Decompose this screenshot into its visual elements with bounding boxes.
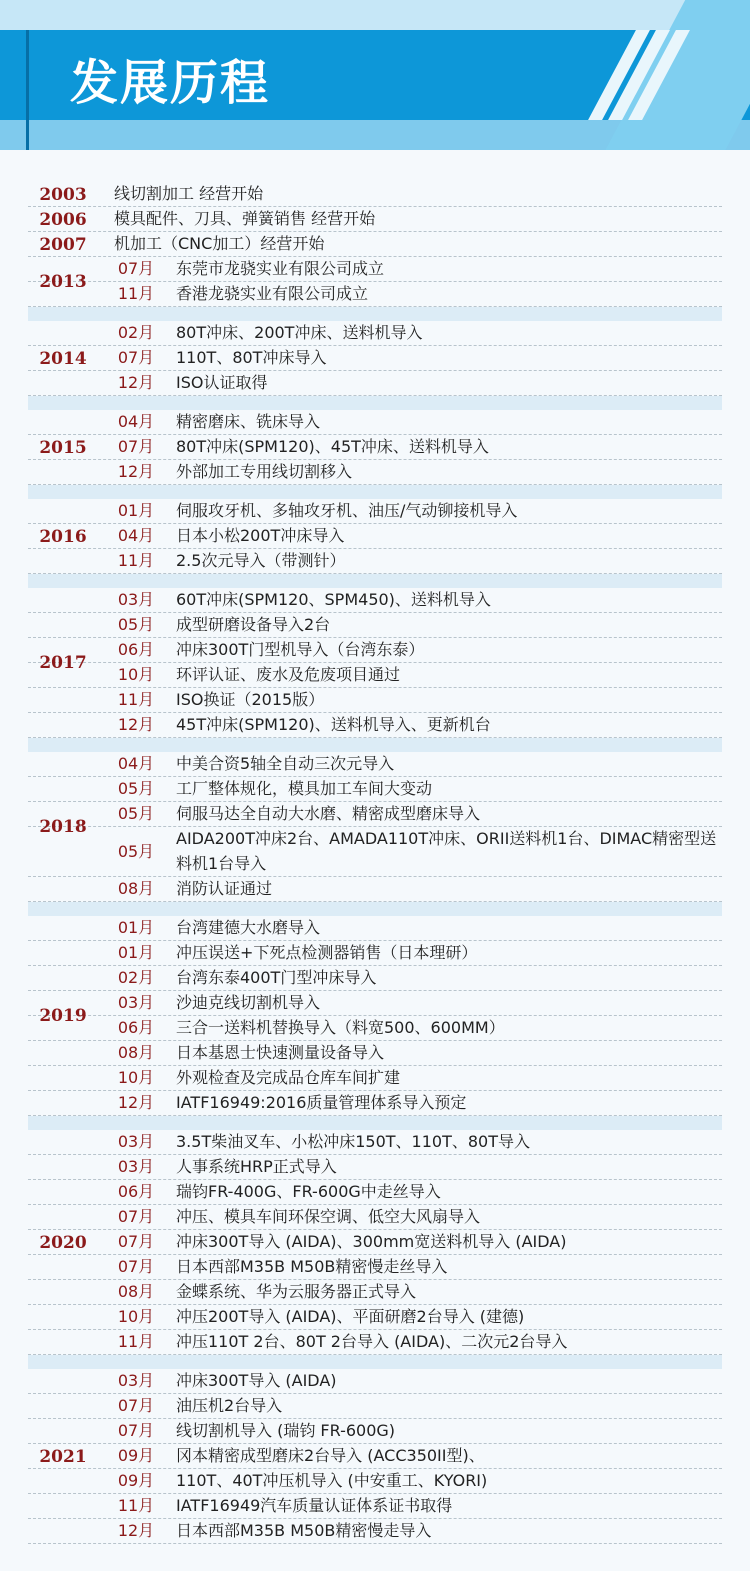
- entry-month: 10月: [117, 1307, 155, 1326]
- timeline-entry: [28, 613, 722, 638]
- entry-month: 05月: [117, 779, 155, 798]
- timeline-year-group: [28, 182, 722, 207]
- entry-month: 09月: [117, 1471, 155, 1490]
- entry-month: 01月: [117, 943, 155, 962]
- entry-month: 05月: [117, 615, 155, 634]
- timeline-entry: [28, 549, 722, 574]
- timeline-entry: [28, 877, 722, 902]
- timeline-entry: [28, 460, 722, 485]
- section-separator: [28, 902, 722, 916]
- entry-month: 03月: [117, 590, 155, 609]
- entry-month: 12月: [117, 462, 155, 481]
- entry-text: 香港龙骁实业有限公司成立: [176, 284, 369, 303]
- timeline-entry: [28, 1444, 722, 1469]
- timeline-year-group: [28, 321, 722, 396]
- section-separator: [28, 574, 722, 588]
- entry-text: IATF16949汽车质量认证体系证书取得: [176, 1496, 453, 1515]
- entry-month: 07月: [117, 437, 155, 456]
- entry-text: 外部加工专用线切割移入: [176, 462, 353, 481]
- timeline-entry: [28, 638, 722, 663]
- entry-month: 12月: [117, 1521, 155, 1540]
- section-separator: [28, 396, 722, 410]
- timeline-entry: [28, 1419, 722, 1444]
- section-separator: [28, 738, 722, 752]
- entry-text: 45T冲床(SPM120)、送料机导入、更新机台: [176, 715, 491, 734]
- timeline-entry: [28, 1155, 722, 1180]
- entry-month: 02月: [117, 968, 155, 987]
- year-label: 2007: [39, 234, 87, 255]
- timeline-entry: [28, 1091, 722, 1116]
- year-label: 2015: [39, 437, 87, 458]
- entry-text: 模具配件、刀具、弹簧销售 经营开始: [114, 209, 376, 228]
- timeline-year-group: [28, 588, 722, 738]
- timeline-entry: [28, 1016, 722, 1041]
- entry-text: 东莞市龙骁实业有限公司成立: [176, 259, 385, 278]
- entry-month: 07月: [117, 1232, 155, 1251]
- timeline: [28, 182, 722, 1544]
- timeline-entry: [28, 752, 722, 777]
- header-top-strip: [0, 0, 750, 30]
- timeline-entry: [28, 346, 722, 371]
- entry-text: 冲压200T导入 (AIDA)、平面研磨2台导入 (建德): [176, 1307, 525, 1326]
- entry-text: 消防认证通过: [176, 879, 273, 898]
- section-separator: [28, 1355, 722, 1369]
- entry-text: 台湾东泰400T门型冲床导入: [176, 968, 377, 987]
- entry-text: AIDA200T冲床2台、AMADA110T冲床、ORII送料机1台、DIMAC精密型送料机1台导入: [176, 829, 717, 873]
- timeline-entry: [28, 1205, 722, 1230]
- entry-text: 110T、40T冲压机导入 (中安重工、KYORI): [176, 1471, 488, 1490]
- timeline-entry: [28, 1066, 722, 1091]
- year-label: 2013: [39, 272, 87, 292]
- entry-text: 110T、80T冲床导入: [176, 348, 327, 367]
- timeline-entry: [28, 1394, 722, 1419]
- timeline-entry: [28, 1280, 722, 1305]
- timeline-entry: [28, 1255, 722, 1280]
- entry-text: 金蝶系统、华为云服务器正式导入: [176, 1282, 417, 1301]
- entry-text: IATF16949:2016质量管理体系导入预定: [176, 1093, 467, 1112]
- timeline-year-group: [28, 1130, 722, 1355]
- timeline-entry: [28, 410, 722, 435]
- entry-month: 07月: [117, 1421, 155, 1440]
- entry-month: 01月: [117, 501, 155, 520]
- timeline-year-group: [28, 257, 722, 307]
- timeline-entry: [28, 991, 722, 1016]
- entry-text: 外观检查及完成品仓库车间扩建: [176, 1068, 401, 1087]
- entry-text: 2.5次元导入（带测针）: [176, 551, 346, 570]
- section-separator: [28, 485, 722, 499]
- timeline-entry: [28, 802, 722, 827]
- timeline-year-group: [28, 207, 722, 232]
- timeline-year-group: [28, 916, 722, 1116]
- timeline-year-group: [28, 499, 722, 574]
- timeline-entry: [28, 688, 722, 713]
- timeline-entry: [28, 182, 722, 207]
- timeline-entry: [28, 966, 722, 991]
- timeline-entry: [28, 1230, 722, 1255]
- timeline-entry: [28, 588, 722, 613]
- entry-month: 03月: [117, 993, 155, 1012]
- entry-text: 台湾建德大水磨导入: [176, 918, 321, 937]
- entry-month: 05月: [117, 842, 155, 861]
- entry-text: ISO认证取得: [176, 373, 268, 392]
- entry-month: 01月: [117, 918, 155, 937]
- entry-month: 07月: [117, 348, 155, 367]
- entry-month: 02月: [117, 323, 155, 342]
- timeline-entry: [28, 827, 722, 877]
- entry-text: 日本基恩士快速测量设备导入: [176, 1043, 385, 1062]
- timeline-entry: [28, 1369, 722, 1394]
- entry-month: 07月: [117, 1257, 155, 1276]
- entry-month: 08月: [117, 1043, 155, 1062]
- timeline-entry: [28, 1469, 722, 1494]
- timeline-entry: [28, 321, 722, 346]
- entry-month: 07月: [117, 1207, 155, 1226]
- timeline-year-group: [28, 410, 722, 485]
- entry-text: 人事系统HRP正式导入: [176, 1157, 337, 1176]
- entry-text: 三合一送料机替换导入（料宽500、600MM）: [176, 1018, 505, 1037]
- timeline-entry: [28, 916, 722, 941]
- timeline-year-group: [28, 232, 722, 257]
- year-label: 2021: [39, 1446, 87, 1467]
- year-label: 2018: [39, 817, 87, 837]
- year-label: 2019: [39, 1006, 87, 1026]
- entry-month: 10月: [117, 1068, 155, 1087]
- entry-text: 油压机2台导入: [176, 1396, 283, 1415]
- entry-month: 12月: [117, 373, 155, 392]
- timeline-entry: [28, 232, 722, 257]
- entry-text: 中美合资5轴全自动三次元导入: [176, 754, 395, 773]
- entry-month: 11月: [117, 690, 155, 709]
- timeline-entry: [28, 1494, 722, 1519]
- entry-month: 11月: [117, 551, 155, 570]
- entry-month: 05月: [117, 804, 155, 823]
- entry-month: 07月: [117, 259, 155, 278]
- entry-text: 成型研磨设备导入2台: [176, 615, 331, 634]
- entry-month: 04月: [117, 754, 155, 773]
- timeline-entry: [28, 499, 722, 524]
- entry-text: 日本西部M35B M50B精密慢走丝导入: [176, 1257, 448, 1276]
- timeline-entry: [28, 282, 722, 307]
- entry-month: 11月: [117, 284, 155, 303]
- entry-month: 06月: [117, 640, 155, 659]
- timeline-entry: [28, 371, 722, 396]
- timeline-entry: [28, 207, 722, 232]
- entry-text: 日本小松200T冲床导入: [176, 526, 345, 545]
- timeline-year-group: [28, 1369, 722, 1544]
- timeline-entry: [28, 257, 722, 282]
- timeline-year-group: [28, 752, 722, 902]
- entry-text: 冲床300T导入 (AIDA)、300mm宽送料机导入 (AIDA): [176, 1232, 567, 1251]
- header-left-edge: [26, 30, 29, 150]
- timeline-entry: [28, 524, 722, 549]
- entry-text: 冲压、模具车间环保空调、低空大风扇导入: [176, 1207, 481, 1226]
- header-banner: [0, 0, 750, 150]
- section-separator: [28, 307, 722, 321]
- timeline-entry: [28, 663, 722, 688]
- entry-month: 08月: [117, 1282, 155, 1301]
- entry-month: 06月: [117, 1018, 155, 1037]
- entry-text: 伺服攻牙机、多轴攻牙机、油压/气动铆接机导入: [176, 501, 518, 520]
- entry-month: 03月: [117, 1132, 155, 1151]
- entry-text: 伺服马达全自动大水磨、精密成型磨床导入: [176, 804, 481, 823]
- year-label: 2020: [39, 1232, 87, 1253]
- timeline-entry: [28, 1130, 722, 1155]
- timeline-entry: [28, 1519, 722, 1544]
- timeline-entry: [28, 1041, 722, 1066]
- timeline-entry: [28, 777, 722, 802]
- entry-text: 工厂整体规化，模具加工车间大变动: [176, 779, 433, 798]
- entry-month: 11月: [117, 1496, 155, 1515]
- entry-month: 08月: [117, 879, 155, 898]
- entry-text: 线切割机导入 (瑞钧 FR-600G): [176, 1421, 396, 1440]
- timeline-entry: [28, 1305, 722, 1330]
- timeline-entry: [28, 1330, 722, 1355]
- entry-month: 03月: [117, 1371, 155, 1390]
- entry-text: 冲压误送+下死点检测器销售（日本理研）: [176, 943, 478, 962]
- entry-month: 09月: [117, 1446, 155, 1465]
- year-label: 2006: [39, 209, 87, 230]
- entry-text: 冲床300T导入 (AIDA): [176, 1371, 337, 1390]
- entry-month: 11月: [117, 1332, 155, 1351]
- timeline-entry: [28, 1180, 722, 1205]
- entry-text: 冲床300T门型机导入（台湾东泰）: [176, 640, 425, 659]
- entry-text: 80T冲床、200T冲床、送料机导入: [176, 323, 423, 342]
- entry-text: 沙迪克线切割机导入: [176, 993, 321, 1012]
- entry-text: 线切割加工 经营开始: [114, 184, 264, 203]
- entry-text: 精密磨床、铣床导入: [176, 412, 321, 431]
- entry-text: 冲压110T 2台、80T 2台导入 (AIDA)、二次元2台导入: [176, 1332, 568, 1351]
- timeline-entry: [28, 941, 722, 966]
- entry-month: 10月: [117, 665, 155, 684]
- entry-text: 60T冲床(SPM120、SPM450)、送料机导入: [176, 590, 491, 609]
- entry-month: 03月: [117, 1157, 155, 1176]
- entry-text: 80T冲床(SPM120)、45T冲床、送料机导入: [176, 437, 489, 456]
- entry-month: 12月: [117, 715, 155, 734]
- section-separator: [28, 1116, 722, 1130]
- timeline-entry: [28, 713, 722, 738]
- entry-text: 瑞钧FR-400G、FR-600G中走丝导入: [176, 1182, 441, 1201]
- entry-text: 3.5T柴油叉车、小松冲床150T、110T、80T导入: [176, 1132, 530, 1151]
- entry-text: 日本西部M35B M50B精密慢走导入: [176, 1521, 432, 1540]
- timeline-entry: [28, 435, 722, 460]
- entry-month: 12月: [117, 1093, 155, 1112]
- entry-month: 07月: [117, 1396, 155, 1415]
- page-title: 发展历程: [70, 55, 271, 111]
- year-label: 2014: [39, 348, 87, 369]
- entry-month: 06月: [117, 1182, 155, 1201]
- entry-text: 冈本精密成型磨床2台导入 (ACC350II型)、: [176, 1446, 485, 1465]
- entry-text: 机加工（CNC加工）经营开始: [114, 234, 325, 253]
- entry-text: ISO换证（2015版）: [176, 690, 325, 709]
- entry-month: 04月: [117, 412, 155, 431]
- entry-text: 环评认证、废水及危废项目通过: [176, 665, 401, 684]
- year-label: 2016: [39, 526, 87, 547]
- year-label: 2017: [39, 653, 87, 673]
- year-label: 2003: [39, 184, 87, 205]
- entry-month: 04月: [117, 526, 155, 545]
